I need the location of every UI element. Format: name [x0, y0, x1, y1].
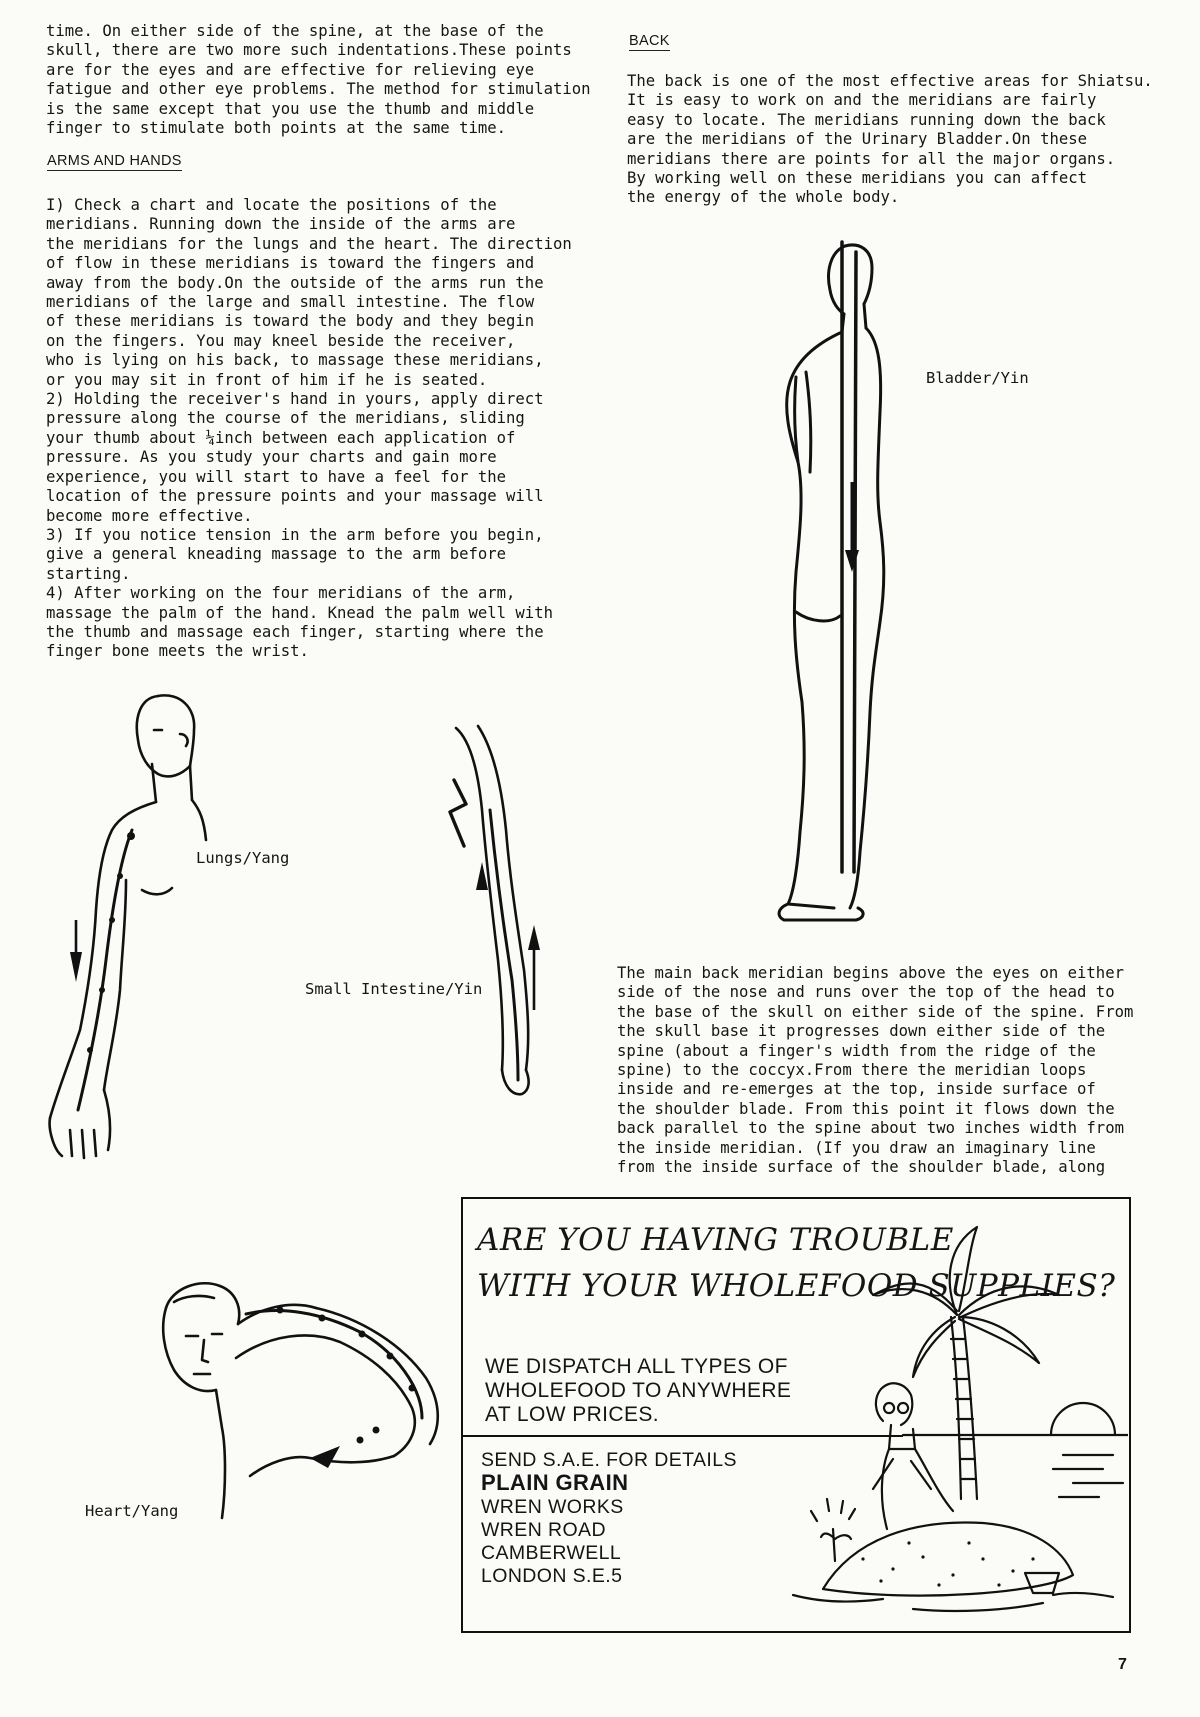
heart-label: Heart/Yang [85, 1502, 179, 1520]
advert-dispatch-line3: AT LOW PRICES. [485, 1403, 660, 1426]
advert-dispatch-line2: WHOLEFOOD TO ANYWHERE [485, 1379, 792, 1402]
intro-paragraph: time. On either side of the spine, at the base of the skull, there are two more such indentations.These points are for the eyes and are effective for relieving eye fatigue and other eye problems. The method for stimulation is the same except that you use the thumb and middle finger to stimulate both points at the same time. [46, 22, 591, 138]
advert-address-line2: WREN ROAD [481, 1519, 606, 1541]
lungs-meridian-figure [40, 690, 220, 1160]
plain-grain-advert [461, 1197, 1131, 1633]
main-back-meridian-paragraph: The main back meridian begins above the eyes on either side of the nose and runs over the top of the head to the base of the skull on either side of the spine. From the skull base it progresses down either side of the spine (about a finger's width from the ridge of the spine) to the coccyx.From there the meridian loops inside and re-emerges at the top, inside surface of the shoulder blade. From this point it flows down the back parallel to the spine about two inches width from the inside meridian. (If you draw an imaginary line from the inside surface of the shoulder blade, along [617, 964, 1134, 1177]
bladder-meridian-figure [760, 232, 940, 932]
lungs-label: Lungs/Yang [196, 849, 290, 867]
desert-island-illustration [763, 1199, 1128, 1631]
advert-title-line1: ARE YOU HAVING TROUBLE [477, 1222, 954, 1258]
small-intestine-label: Small Intestine/Yin [305, 980, 483, 998]
advert-dispatch-line1: WE DISPATCH ALL TYPES OF [485, 1355, 788, 1378]
advert-address-line1: WREN WORKS [481, 1496, 624, 1518]
advert-address-line4: LONDON S.E.5 [481, 1565, 623, 1587]
arms-and-hands-heading: ARMS AND HANDS [47, 153, 182, 169]
advert-title-line2: WITH YOUR WHOLEFOOD SUPPLIES? [477, 1268, 1116, 1304]
back-paragraph: The back is one of the most effective areas for Shiatsu. It is easy to work on and the meridians are fairly easy to locate. The meridians running down the back are the meridians of the Urinary Bladder.On these meridians there are points for all the major organs. By working well on these meridians you can affect the energy of the whole body. [627, 72, 1153, 207]
arms-and-hands-paragraph: I) Check a chart and locate the positions of the meridians. Running down the inside of the arms are the meridians for the lungs and the heart. The direction of flow in these meridians is toward the fingers and away from the body.On the outside of the arms run the meridians of the large and small intestine. The flow of these meridians is toward the body and they begin on the fingers. You may kneel beside the receiver, who is lying on his back, to massage these meridians, or you may sit in front of him if he is seated. 2) Holding the receiver's hand in yours, apply direct pressure along the course of the meridians, sliding your thumb about ¼inch between each application of pressure. As you study your charts and gain more experience, you will start to have a feel for the location of the pressure points and your massage will become more effective. 3) If you notice tension in the arm before you begin, give a general kneading massage to the arm before starting. 4) After working on the four meridians of the arm, massage the palm of the hand. Knead the palm well with the thumb and massage each finger, starting where the finger bone meets the wrist. [46, 196, 572, 661]
back-heading: BACK [629, 33, 670, 49]
advert-company-name: PLAIN GRAIN [481, 1470, 629, 1495]
advert-send-line: SEND S.A.E. FOR DETAILS [481, 1449, 737, 1471]
bladder-label: Bladder/Yin [926, 369, 1029, 387]
small-intestine-meridian-figure [430, 720, 570, 1110]
heart-meridian-figure [140, 1278, 450, 1538]
page-number: 7 [1118, 1656, 1127, 1673]
advert-address-line3: CAMBERWELL [481, 1542, 622, 1564]
